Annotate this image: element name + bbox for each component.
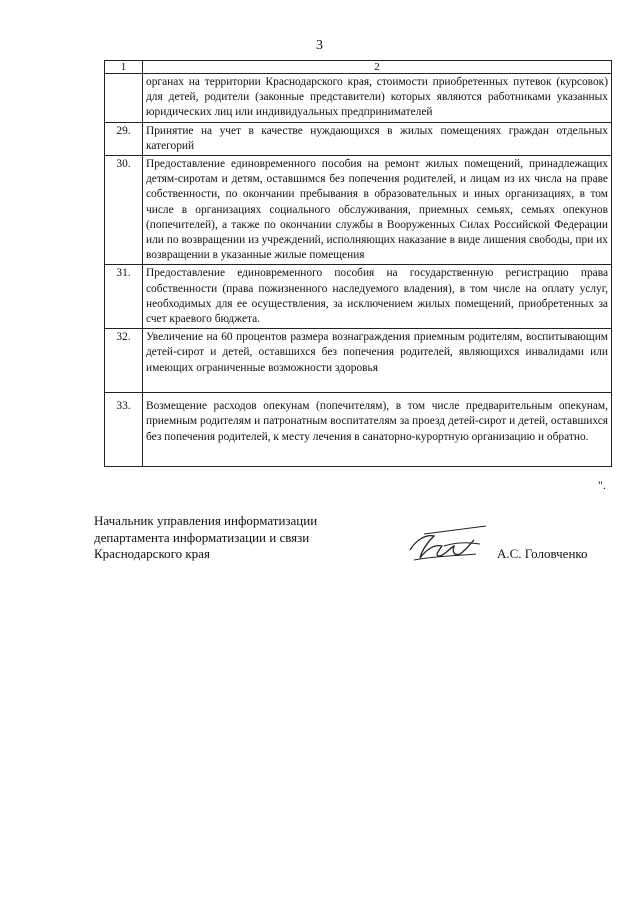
table-header-row xyxy=(105,61,612,74)
row-text: Предоставление единовременного пособия на государственную регистрацию права собственности (права пожизненного наследуемого владения), в том числе на оплату услуг, необходимых для ее осуществления, за исключением жилых помещений, приобретенных за счет краевого бюджета. xyxy=(143,265,612,329)
row-text: органах на территории Краснодарского края, стоимости приобретенных путевок (курсовок) для детей, родители (законные представители) которых являются работниками указанных юридических лиц или индивидуальных предпринимателей xyxy=(143,74,612,123)
table-row xyxy=(105,74,612,123)
row-text: Увеличение на 60 процентов размера вознаграждения приемным родителям, воспитывающим детей-сирот и детей, оставшихся без попечения родителей, являющихся инвалидами или имеющих ограниченные возможности здоровья xyxy=(143,329,612,393)
row-number xyxy=(105,74,143,123)
table-row xyxy=(105,156,612,265)
table-row xyxy=(105,393,612,467)
row-number: 32. xyxy=(105,329,143,393)
header-col-2: 2 xyxy=(143,61,612,74)
handwritten-signature-icon xyxy=(404,520,490,566)
table-row xyxy=(105,122,612,155)
page-number: 3 xyxy=(316,38,323,53)
signatory-position xyxy=(94,513,317,563)
position-line: департамента информатизации и связи xyxy=(94,529,310,545)
position-line: Краснодарского края xyxy=(94,546,210,561)
position-line: Начальник управления информатизации xyxy=(94,513,318,528)
table-row xyxy=(105,265,612,329)
row-text: Возмещение расходов опекунам (попечителям), в том числе предварительным опекунам, приемным родителям и патронатным воспитателям за проезд детей-сирот и детей, оставшихся без попечения родителей, к месту лечения в санаторно-курортную организацию и обратно. xyxy=(143,393,612,467)
row-number: 33. xyxy=(105,393,143,467)
row-number: 29. xyxy=(105,122,143,155)
row-number: 30. xyxy=(105,156,143,265)
signatory-name: А.С. Головченко xyxy=(497,546,588,561)
header-col-1: 1 xyxy=(105,61,143,74)
services-table xyxy=(104,60,612,467)
row-text: Предоставление единовременного пособия на ремонт жилых помещений, принадлежащих детям-сиротам и детям, оставшимся без попечения родителей, и лицам из их числа на праве собственности, по окончании пребывания в образовательных и иных организациях, в том числе в организациях социального обслуживания, приемных семьях, семьях опекунов (попечителей), а также по окончании службы в Вооруженных Силах Российской Федерации или по возвращении из учреждений, исполняющих наказание в виде лишения свободы, при их возвращении в указанные жилые помещения xyxy=(143,156,612,265)
row-number: 31. xyxy=(105,265,143,329)
closing-quote-mark: ". xyxy=(598,478,606,492)
row-text: Принятие на учет в качестве нуждающихся в жилых помещениях граждан отдельных категорий xyxy=(143,122,612,155)
table-row xyxy=(105,329,612,393)
